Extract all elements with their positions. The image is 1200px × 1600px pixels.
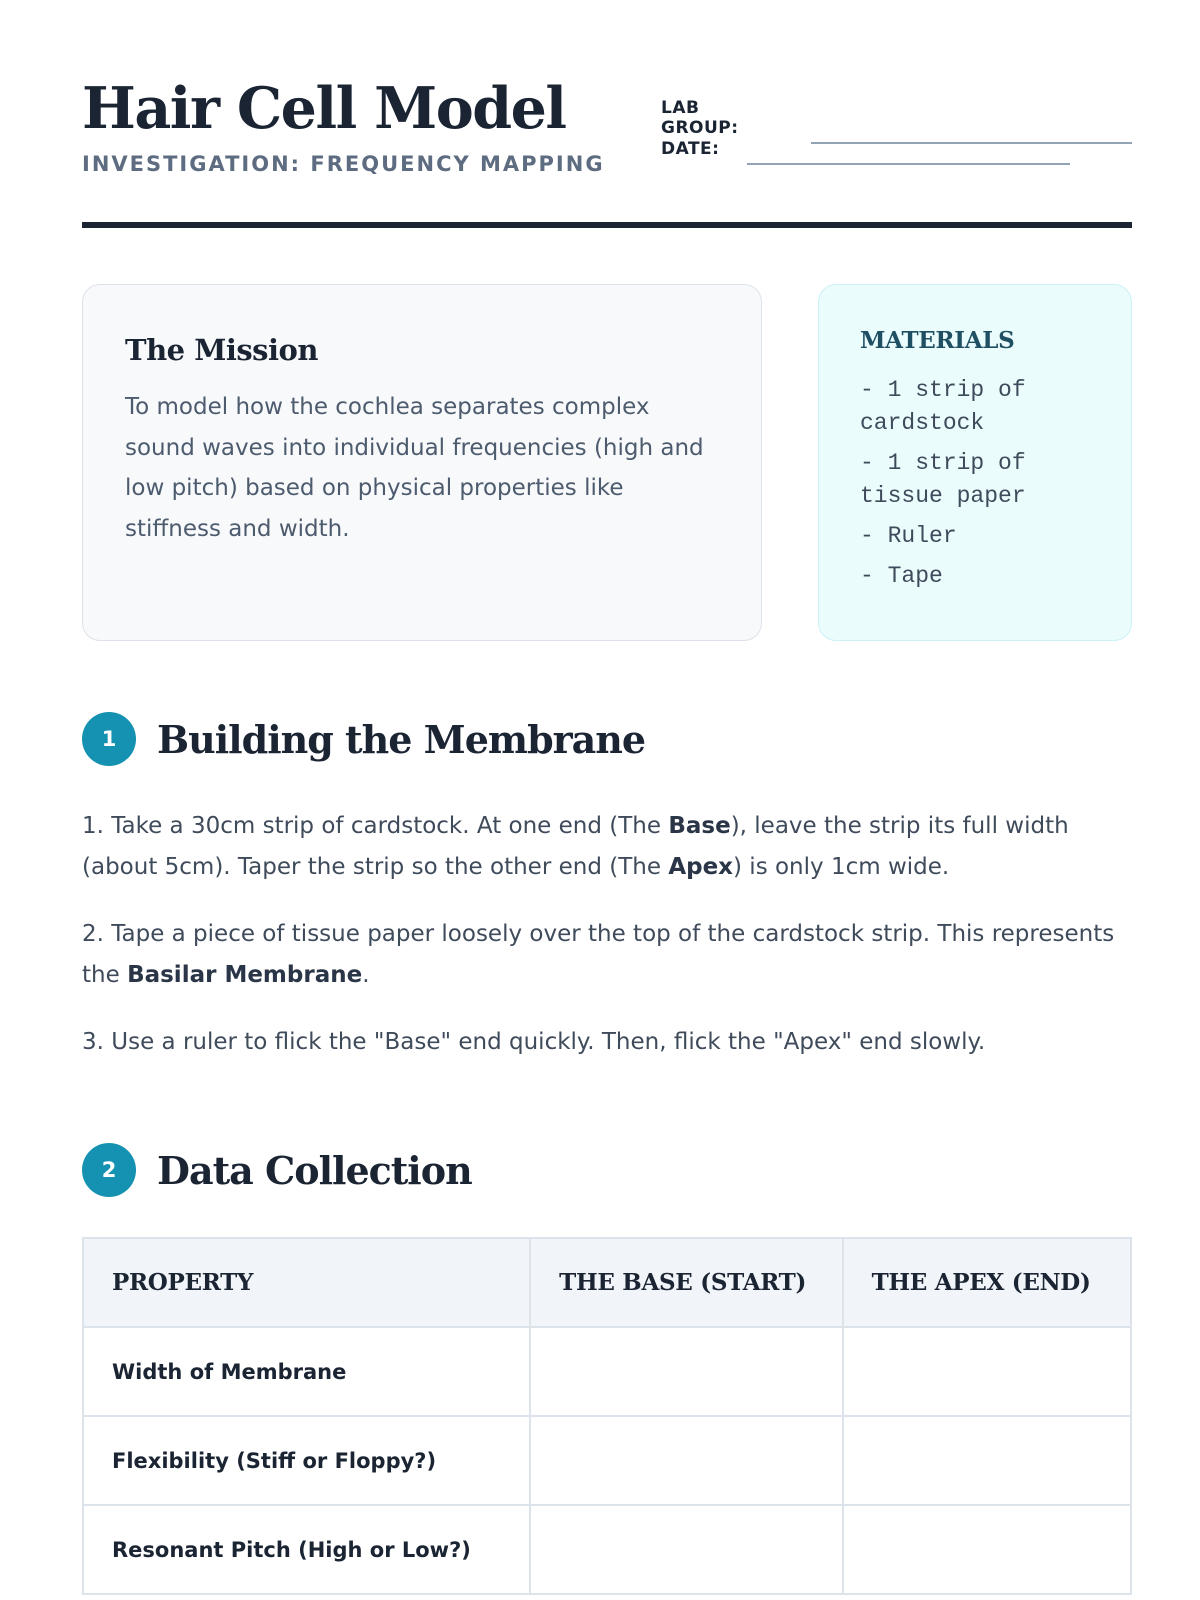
date-label: DATE:	[661, 139, 720, 159]
step-text: 2. Tape a piece of tissue paper loosely over the top of the cardstock strip. This represents the	[82, 921, 1115, 988]
step-text: ) is only 1cm wide.	[733, 854, 950, 880]
date-row	[661, 139, 1070, 159]
section-title: Building the Membrane	[157, 716, 646, 762]
table-header-row	[83, 1238, 1131, 1327]
property-cell: Width of Membrane	[83, 1327, 530, 1416]
step-text: .	[362, 962, 370, 988]
term-base: Base	[668, 813, 731, 839]
step-text: ), leave the strip its full width (about 5cm). Taper the strip so the other end (The	[82, 813, 1069, 880]
section-heading-building	[82, 712, 645, 766]
instructions	[82, 806, 1132, 1089]
lab-group-row	[661, 98, 1132, 138]
mission-card	[82, 284, 762, 641]
materials-item: - 1 strip of cardstock	[860, 377, 1026, 436]
section-number-badge: 2	[82, 1143, 136, 1197]
page-title: Hair Cell Model	[82, 75, 566, 142]
base-answer-cell[interactable]	[530, 1416, 842, 1505]
header-divider	[82, 222, 1132, 228]
worksheet	[82, 0, 1132, 1562]
apex-answer-cell[interactable]	[843, 1416, 1131, 1505]
materials-item: - Ruler	[860, 523, 957, 549]
lab-group-label: LAB GROUP:	[661, 98, 739, 138]
section-title: Data Collection	[157, 1147, 472, 1193]
instruction-step-2	[82, 914, 1132, 996]
materials-card	[818, 284, 1132, 641]
mission-text: To model how the cochlea separates complex sound waves into individual frequencies (high and low pitch) based on physical properties like stiffness and width.	[125, 394, 704, 542]
column-header: THE BASE (START)	[530, 1238, 842, 1327]
column-header: PROPERTY	[83, 1238, 530, 1327]
data-collection-table	[82, 1237, 1132, 1595]
term-basilar-membrane: Basilar Membrane	[127, 962, 363, 988]
step-text: 1. Take a 30cm strip of cardstock. At one end (The	[82, 813, 669, 839]
apex-answer-cell[interactable]	[843, 1327, 1131, 1416]
materials-item: - Tape	[860, 563, 943, 589]
column-header: THE APEX (END)	[843, 1238, 1131, 1327]
term-apex: Apex	[668, 854, 734, 880]
base-answer-cell[interactable]	[530, 1505, 842, 1594]
mission-heading: The Mission	[125, 333, 318, 367]
property-cell: Flexibility (Stiff or Floppy?)	[83, 1416, 530, 1505]
instruction-step-1	[82, 806, 1132, 888]
materials-list	[860, 374, 1111, 593]
date-field[interactable]	[747, 162, 1070, 165]
instruction-step-3: 3. Use a ruler to flick the "Base" end quickly. Then, flick the "Apex" end slowly.	[82, 1029, 986, 1055]
base-answer-cell[interactable]	[530, 1327, 842, 1416]
section-heading-data	[82, 1143, 472, 1197]
section-number-badge: 1	[82, 712, 136, 766]
table-row	[83, 1505, 1131, 1594]
page-subtitle: INVESTIGATION: FREQUENCY MAPPING	[82, 152, 605, 176]
table-row	[83, 1327, 1131, 1416]
table-row	[83, 1416, 1131, 1505]
property-cell: Resonant Pitch (High or Low?)	[83, 1505, 530, 1594]
apex-answer-cell[interactable]	[843, 1505, 1131, 1594]
worksheet-header	[82, 0, 1132, 229]
materials-heading: MATERIALS	[860, 327, 1015, 354]
materials-item: - 1 strip of tissue paper	[860, 450, 1026, 509]
